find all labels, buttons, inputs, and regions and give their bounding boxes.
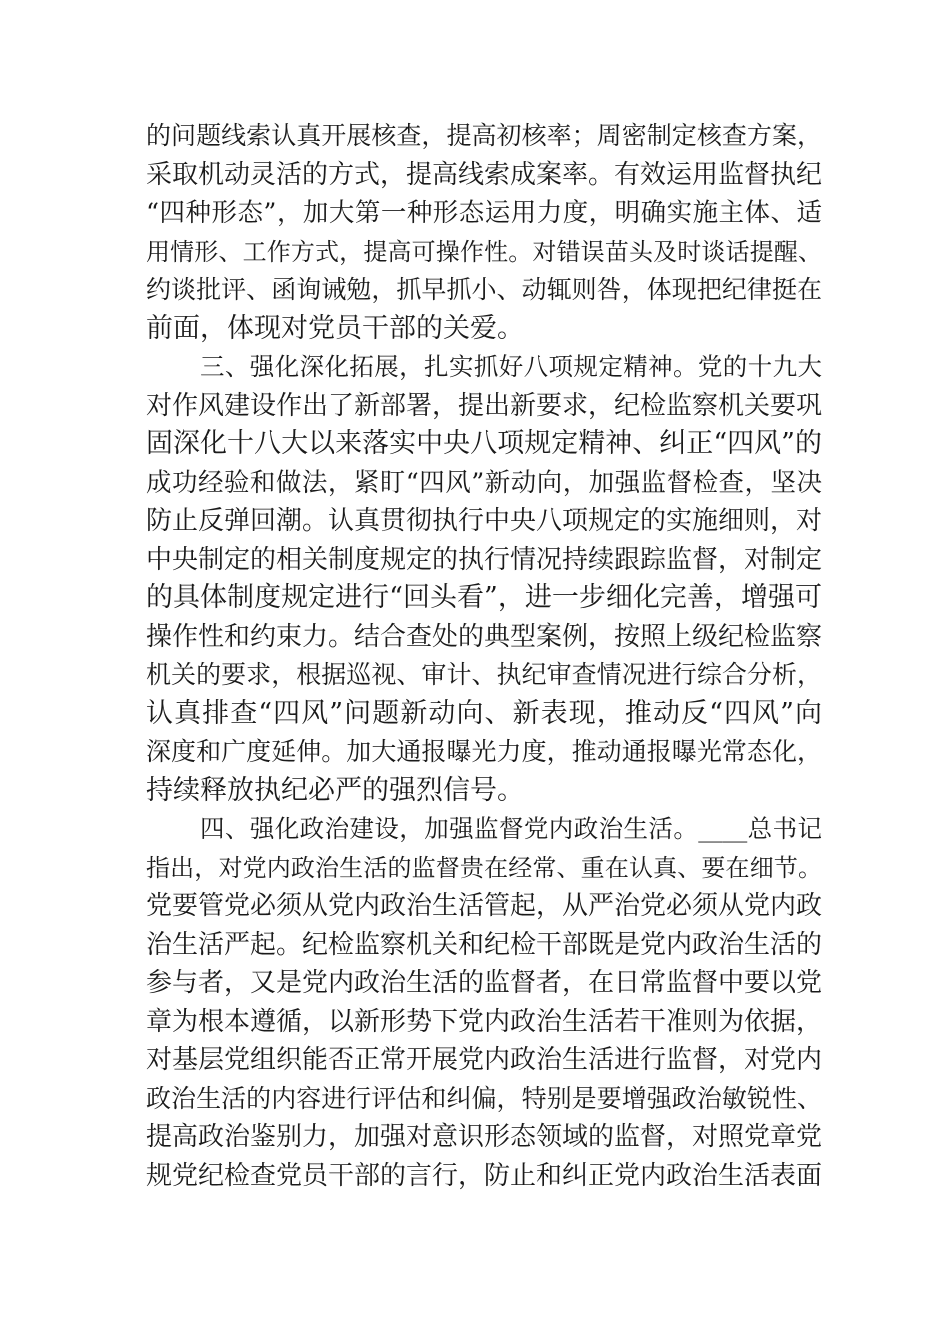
text-line: 指出，对党内政治生活的监督贵在经常、重在认真、要在细节。 <box>146 853 822 882</box>
text-line: 固深化十八大以来落实中央八项规定精神、纠正“四风”的 <box>146 428 822 459</box>
text-line: 对基层党组织能否正常开展党内政治生活进行监督，对党内 <box>146 1045 823 1075</box>
text-line: 约谈批评、函询诫勉，抓早抓小、动辄则咎，体现把纪律挺在 <box>146 275 822 304</box>
text-line: 三、强化深化拓展，扎实抓好八项规定精神。党的十九大 <box>200 352 822 381</box>
paragraph-2 <box>146 348 822 810</box>
text-line: 章为根本遵循，以新形势下党内政治生活若干准则为依据， <box>146 1006 823 1037</box>
text-line: 政治生活的内容进行评估和纠偏，特别是要增强政治敏锐性、 <box>146 1083 822 1113</box>
text-line: 防止反弹回潮。认真贯彻执行中央八项规定的实施细则，对 <box>146 506 823 536</box>
text-line: 持续释放执纪必严的强烈信号。 <box>146 774 524 806</box>
text-line: 中央制定的相关制度规定的执行情况持续跟踪监督，对制定 <box>146 544 823 575</box>
text-line: 成功经验和做法，紧盯“四风”新动向，加强监督检查，坚决 <box>146 467 822 498</box>
text-line: 规党纪检查党员干部的言行，防止和纠正党内政治生活表面 <box>146 1160 823 1191</box>
paragraph-3 <box>146 810 822 1195</box>
text-line: “四种形态”，加大第一种形态运用力度，明确实施主体、适 <box>146 198 822 228</box>
document-page <box>146 117 822 1195</box>
text-line: 的具体制度规定进行“回头看”，进一步细化完善，增强可 <box>146 582 822 613</box>
text-line: 治生活严起。纪检监察机关和纪检干部既是党内政治生活的 <box>146 929 823 960</box>
text-line: 认真排查“四风”问题新动向、新表现，推动反“四风”向 <box>146 697 822 729</box>
text-line: 的问题线索认真开展核查，提高初核率；周密制定核查方案， <box>146 121 822 150</box>
text-line: 参与者，又是党内政治生活的监督者，在日常监督中要以党 <box>146 968 823 998</box>
text-line: 提高政治鉴别力，加强对意识形态领域的监督，对照党章党 <box>146 1122 823 1152</box>
text-line: 对作风建设作出了新部署，提出新要求，纪检监察机关要巩 <box>146 390 823 421</box>
text-line: 深度和广度延伸。加大通报曝光力度，推动通报曝光常态化， <box>146 737 822 766</box>
text-line: 党要管党必须从党内政治生活管起，从严治党必须从党内政 <box>146 891 823 921</box>
text-line: 四、强化政治建设，加强监督党内政治生活。____总书记 <box>200 814 822 843</box>
text-line: 用情形、工作方式，提高可操作性。对错误苗头及时谈话提醒、 <box>146 237 822 266</box>
text-line: 机关的要求，根据巡视、审计、执纪审查情况进行综合分析， <box>146 660 822 689</box>
text-line: 采取机动灵活的方式，提高线索成案率。有效运用监督执纪 <box>146 159 823 190</box>
paragraph-1 <box>146 117 822 348</box>
text-line: 操作性和约束力。结合查处的典型案例，按照上级纪检监察 <box>146 621 823 652</box>
text-line: 前面，体现对党员干部的关爱。 <box>146 312 524 344</box>
